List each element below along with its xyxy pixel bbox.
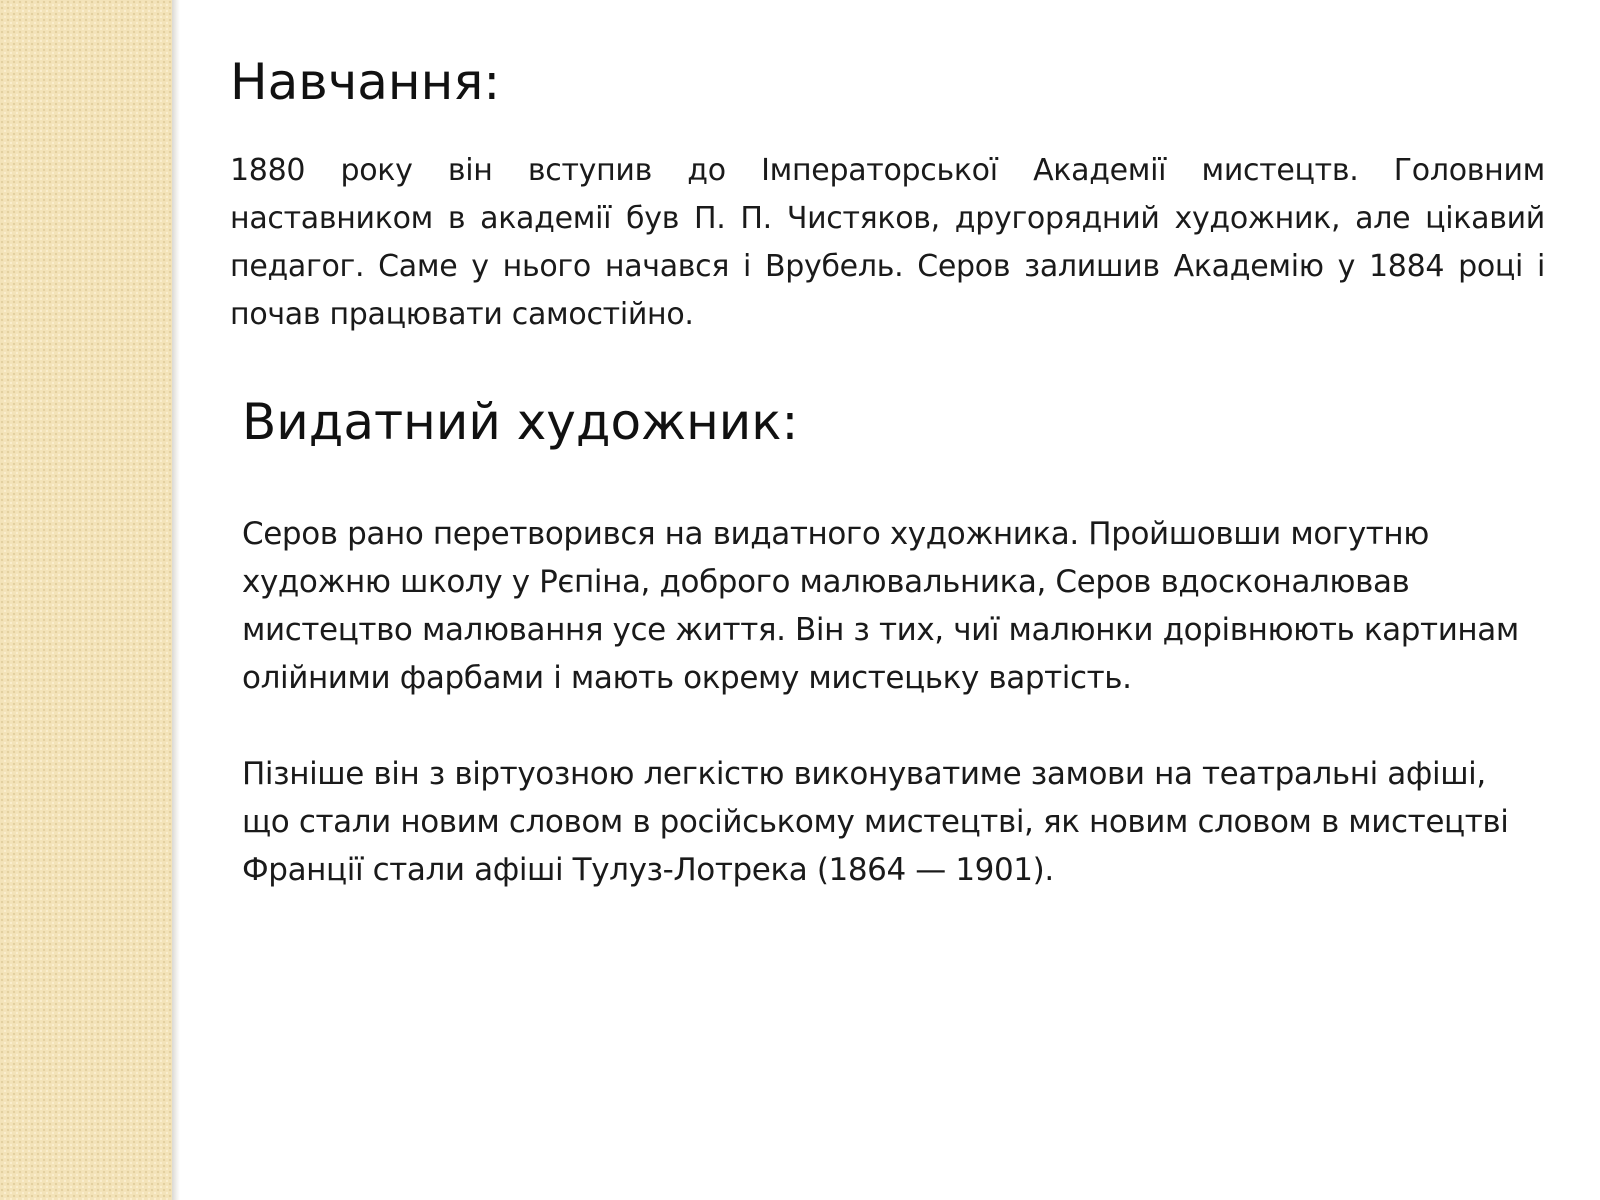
- paragraph-education: 1880 року він вступив до Імператорської Академії мистецтв. Головним наставником в академії був П. П. Чистяков, другорядний художник, але цікавий педагог. Саме у нього начався і Врубель. Серов залишив Академію у 1884 році і почав працювати самостійно.: [230, 153, 1545, 332]
- paragraph-artist-2: Пізніше він з віртуозною легкістю виконуватиме замови на театральні афіші, що стали новим словом в російському мистецтві, як новим словом в мистецтві Франції стали афіші Тулуз-Лотрека (1864 — 1901).: [242, 756, 1509, 888]
- section-heading-education: Навчання:: [230, 53, 501, 111]
- paragraph-artist-1: Серов рано перетворився на видатного художника. Пройшовши могутню художню школу у Рєпіна, доброго малювальника, Серов вдосконалював мистецтво малювання усе життя. Він з тих, чиї малюнки дорівнюють картинам олійними фарбами і мають окрему мистецьку вартість.: [242, 516, 1519, 696]
- section-heading-outstanding-artist: Видатний художник:: [242, 393, 799, 451]
- decorative-side-strip: [0, 0, 172, 1200]
- side-strip-shadow: [172, 0, 180, 1200]
